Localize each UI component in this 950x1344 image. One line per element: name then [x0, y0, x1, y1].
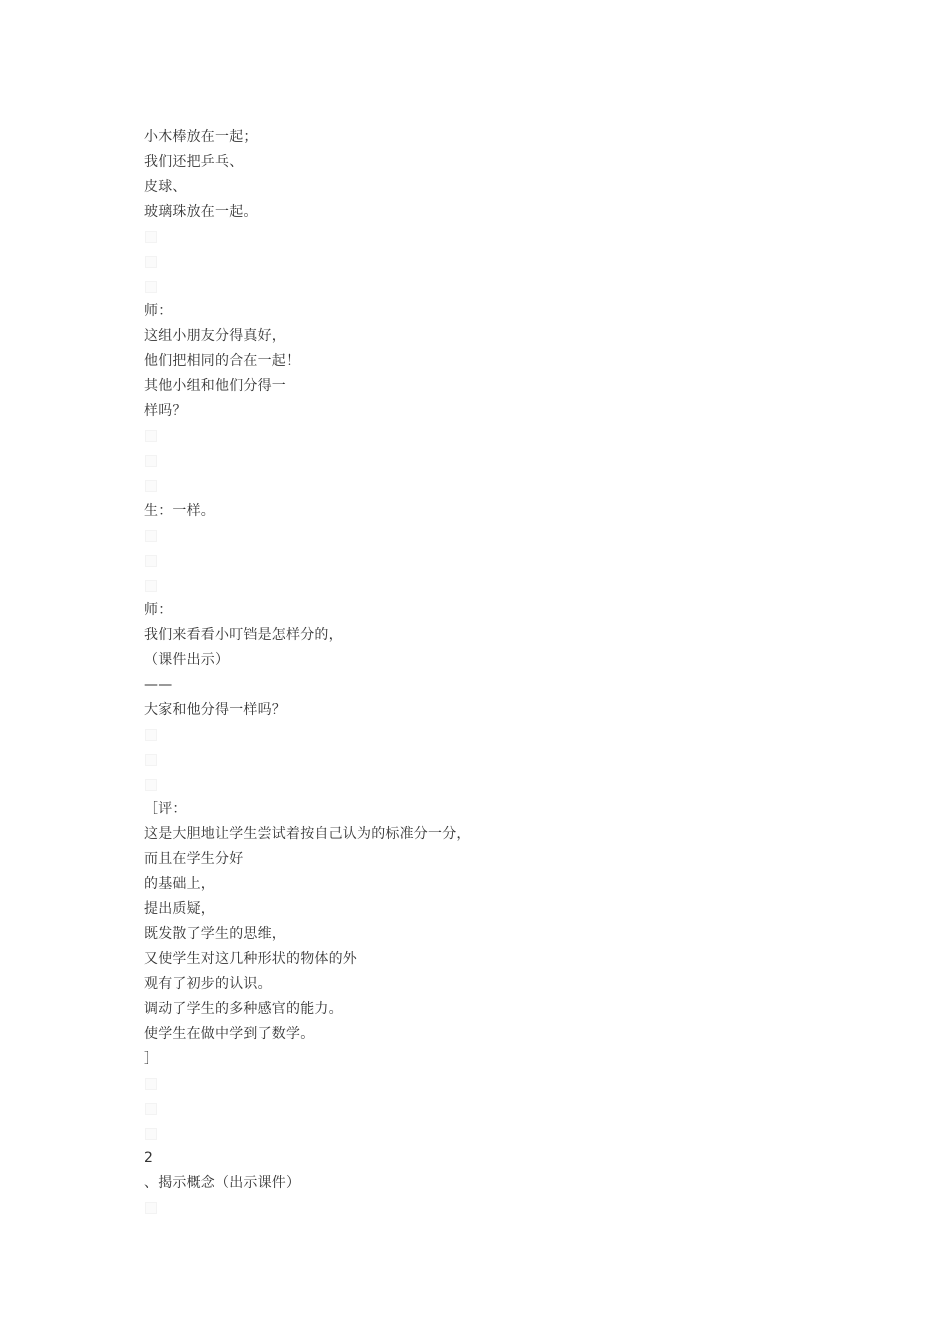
text-line: 既发散了学生的思维， — [144, 926, 286, 942]
text-line: 2 — [144, 1150, 154, 1166]
text-line: （课件出示） — [144, 652, 230, 668]
blank-marker — [145, 530, 157, 542]
blank-marker — [145, 281, 157, 293]
text-line: ］ — [144, 1051, 159, 1067]
text-line: 的基础上， — [144, 876, 215, 892]
text-line: 样吗？ — [144, 403, 187, 419]
blank-marker — [145, 430, 157, 442]
text-line: 其他小组和他们分得一 — [144, 378, 286, 394]
blank-marker — [145, 455, 157, 467]
text-line: 我们还把乒乓、 — [144, 154, 244, 170]
blank-marker — [145, 729, 157, 741]
blank-marker — [145, 779, 157, 791]
text-line: 他们把相同的合在一起！ — [144, 353, 301, 369]
text-line: 又使学生对这几种形状的物体的外 — [144, 951, 357, 967]
text-line: 师： — [144, 602, 173, 618]
text-line: 这组小朋友分得真好， — [144, 328, 286, 344]
text-line: 而且在学生分好 — [144, 851, 244, 867]
text-line: 这是大胆地让学生尝试着按自己认为的标准分一分， — [144, 826, 471, 842]
text-line: 提出质疑， — [144, 901, 215, 917]
text-line: 使学生在做中学到了数学。 — [144, 1026, 315, 1042]
text-line: ［评： — [144, 801, 187, 817]
blank-marker — [145, 231, 157, 243]
text-line: 大家和他分得一样吗？ — [144, 702, 286, 718]
blank-marker — [145, 580, 157, 592]
text-line: 、揭示概念（出示课件） — [144, 1175, 301, 1191]
blank-marker — [145, 1202, 157, 1214]
text-line: 我们来看看小叮铛是怎样分的， — [144, 627, 343, 643]
text-line: 生：一样。 — [144, 503, 215, 519]
blank-marker — [145, 754, 157, 766]
blank-marker — [145, 1128, 157, 1140]
text-line: 小木棒放在一起； — [144, 129, 258, 145]
text-line: 玻璃珠放在一起。 — [144, 204, 258, 220]
blank-marker — [145, 1103, 157, 1115]
text-line: 师： — [144, 303, 173, 319]
text-line: —— — [144, 677, 173, 693]
text-line: 调动了学生的多种感官的能力。 — [144, 1001, 343, 1017]
blank-marker — [145, 480, 157, 492]
text-line: 观有了初步的认识。 — [144, 976, 272, 992]
blank-marker — [145, 555, 157, 567]
text-line: 皮球、 — [144, 179, 187, 195]
blank-marker — [145, 1078, 157, 1090]
blank-marker — [145, 256, 157, 268]
